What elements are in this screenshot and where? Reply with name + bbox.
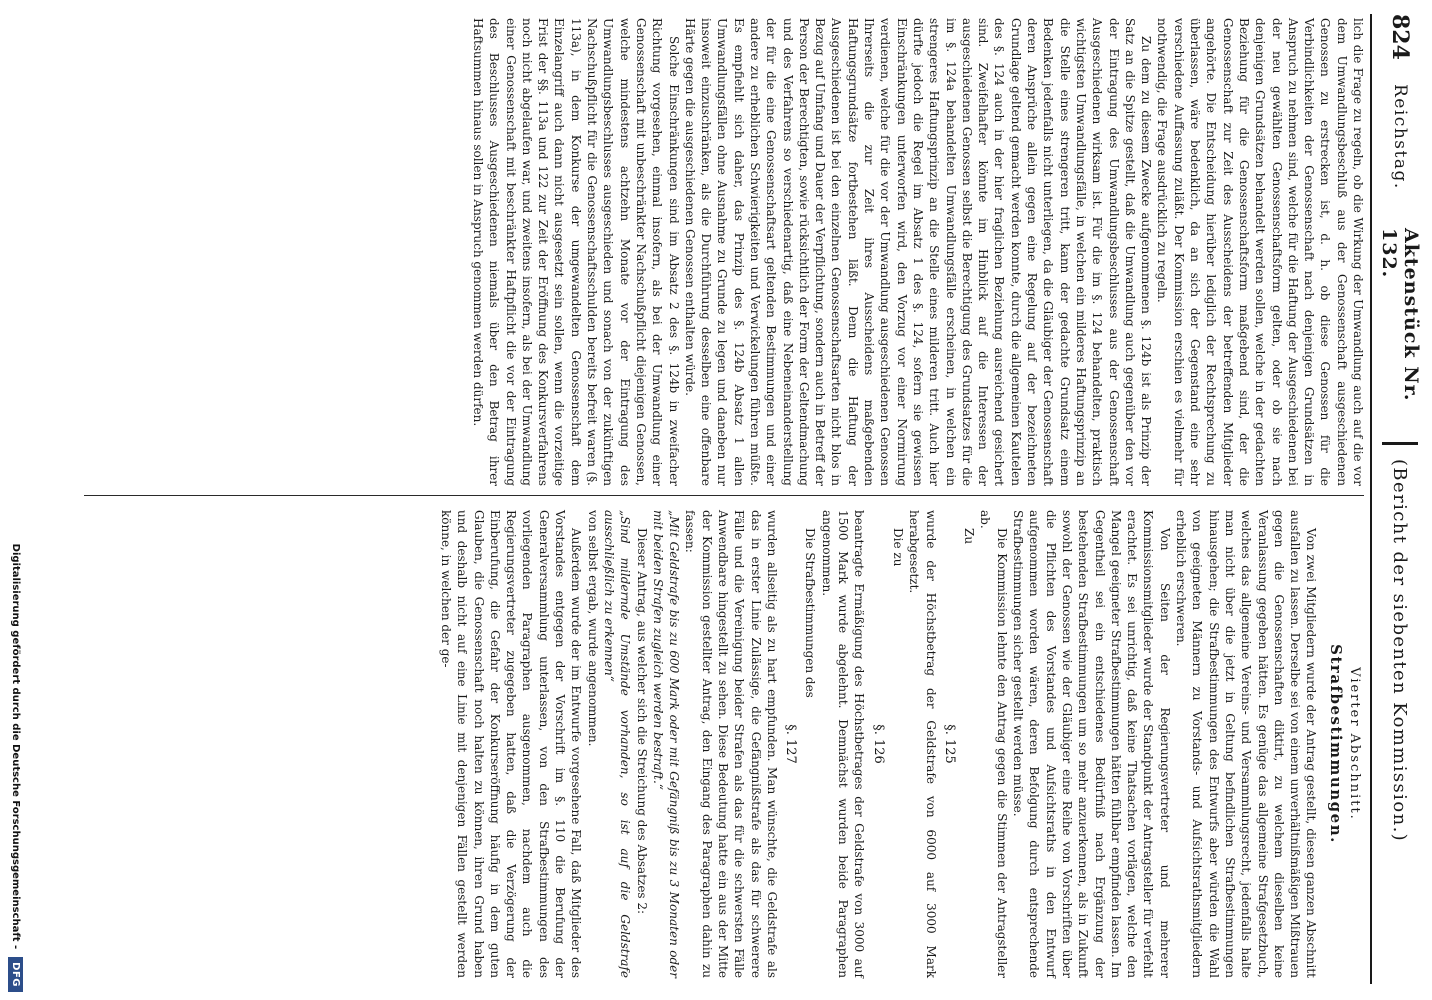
right-paragraph: Die Kommission lehnte den Antrag gegen die Stimmen der Antragsteller ab. <box>978 510 1009 978</box>
digitization-note: Digitalisierung gefördert durch die Deutsche Forschungsgemeinschaft - <box>10 543 22 950</box>
section-title: Strafbestimmungen. <box>1326 644 1345 844</box>
right-paragraph: Dieser Antrag, aus welcher sich die Streichung des Absatzes 2: <box>634 528 649 915</box>
right-column <box>438 510 1366 978</box>
header-divider <box>1382 442 1418 445</box>
column-divider <box>84 495 1364 496</box>
section-label: Vierter Abschnitt. <box>1347 667 1362 821</box>
header-rule <box>1370 14 1372 984</box>
right-paragraph: Außerdem wurde der im Entwurfe vorgesehene Fall, daß Mitglieder des Vorstandes entgegen der Vorschrift im §. 110 die Berufung der Generalversammlung unterlassen, von den Strafbestimmungen des vorliegenden Paragraphen ausgenommen, nachdem auch die Regierungsvertreter zugegeben hatten, daß die Verzögerung der Einberufung, die Gefahr der Konkurseröffnung häufig in dem guten Glauben, die Genossenschaft noch halten zu können, ihren Grund haben und deshalb nicht auf eine Linie mit denjenigen Fällen gestellt werden könne, in welchen der ge- <box>438 510 584 978</box>
paragraph-heading-127: §. 127 <box>783 724 799 764</box>
right-paragraph: beantragte Ermäßigung des Höchstbetrages der Geldstrafe von 3000 auf 1500 Mark wurde abgelehnt. Demnächst wurden beide Paragraphen angenommen. <box>819 510 867 978</box>
dfg-logo: DFG <box>9 957 24 992</box>
header-issue: Aktenstück Nr. 132. <box>1378 228 1422 402</box>
digitization-credit <box>5 12 27 992</box>
paragraph-heading-125: §. 125 <box>941 724 957 764</box>
right-paragraph: Von Seiten der Regierungsvertreter und mehrerer Kommissionsmitglieder wurde der Standpunkt der Antragsteller für verfehlt erachtet. Es sei unrichtig, daß keine Thatsachen vorlägen, welche den Mangel geeigneter Strafbestimmungen hätten fühlbar empfinden lassen. Im Gegentheil sei ein entschiedenes Bedürfniß nach Ergänzung der bestehenden Strafbestimmungen um so mehr anzuerkennen, als in Zukunft sowohl der Genossen wie der Gläubiger eine Reihe von Vorschriften über die Pflichten des Vorstandes und Aufsichtsraths in den Entwurf aufgenommen worden wären, deren Befolgung durch entsprechende Strafbestimmungen sicher gestellt werden müsse. <box>1011 510 1172 978</box>
left-paragraph: Solche Einschränkungen sind im Absatz 2 des §. 124b in zweifacher Richtung vorgesehen, einmal insofern, als bei der Umwandlung einer Genossenschaft mit unbeschränkter Nachschußpflicht diejenigen Genossen, welche mindestens achtzehn Monate vor der Eintragung des Umwandlungsbeschlusses ausgeschieden und sonach von der zukünftigen Nachschußpflicht für die Genossenschaftsschulden bereits befreit waren (§. 113a), in dem Konkurse der umgewandelten Genossenschaft dem Einzelangriff auch dann nicht ausgesetzt sein sollen, wenn die vorzeitige Frist der §§. 113a und 122 zur Zeit der Eröffnung des Konkursverfahrens noch nicht abgelaufen war, und zweitens insofern, als bei der Umwandlung einer Genossenschaft mit beschränkter Haftpflicht die vor der Eintragung des Beschlusses Ausgeschiedenen niemals über den Betrag ihrer Haftsummen hinaus sollen in Anspruch genommen werden dürfen. <box>470 18 681 486</box>
header-title: Reichstag. <box>1390 84 1410 190</box>
right-paragraph: Von zwei Mitgliedern wurde der Antrag gestellt, diesen ganzen Abschnitt ausfallen zu lassen. Derselbe sei von einem unverhältnißmäßigen Mißtrauen gegen die Genossenschaften diktirt, zu welchem dieselben keine Veranlassung gegeben hätten. Es genüge das allgemeine Strafgesetzbuch, welches das allgemeine Vereins- und Versammlungsrecht, jedenfalls halte man nicht über die jetzt in Geltung befindlichen Strafbestimmungen hinausgehen; die Strafbestimmungen des Entwurfs aber würden die Wahl von geeigneten Männern zu Vorstands- und Aufsichtsrathsmitgliedern erheblich erschweren. <box>1174 510 1319 978</box>
right-paragraph: wurden allseitig als zu hart empfunden. Man wünschte, die Geldstrafe als das in erster Linie Zulässige, die Gefängnißstrafe als das für schwerere Fälle und die Vereinigung beider Strafen als das für die schwersten Fälle Anwendbare hingestellt zu sehen. Diese Bedeutung hatte ein aus der Mitte der Kommission gestellter Antrag, den Eingang des Paragraphen dahin zu fassen: <box>683 510 779 978</box>
left-paragraph: Zu dem zu diesem Zwecke aufgenommenen §. 124b ist als Prinzip der Satz an die Spitze gestellt, daß die Umwandlung auch gegenüber den vor der Eintragung des Umwandlungsbeschlusses aus der Genossenschaft Ausgeschiedenen wirksam ist. Für die im §. 124 behandelten, praktisch wichtigsten Umwandlungsfälle, in welchen ein milderes Haftungsprinzip an die Stelle eines strengeren tritt, kann der gedachte Grundsatz einem Bedenken jedenfalls nicht unterliegen, da die Gläubiger der Genossenschaft deren Ansprüche allein gegen eine Regelung auf der bezeichneten Grundlage geltend gemacht werden konnte, durch die allgemeinen Kautelen des §. 124 auch in der hier fraglichen Beziehung ausreichend gesichert sind. Zweifelhafter könnte im Hinblick auf die Interessen der ausgeschiedenen Genossen selbst die Berechtigung des Grundsatzes für die im §. 124a behandelten Umwandlungsfälle erscheinen, in welchen ein strengeres Haftungsprinzip an die Stelle eines milderen tritt. Auch hier dürfte jedoch die Regel im Absatz 1 des §. 124, sofern sie gewissen Einschränkungen unterworfen wird, den Vorzug vor einer Normirung verdienen, welche für die vor der Umwandlung ausgeschiedenen Genossen Ihrerseits die zur Zeit ihres Ausscheidens maßgebenden Haftungsgrundsätze fortbestehen läßt. Denn die Haftung der Ausgeschiedenen ist bei den einzelnen Genossenschaftsarten nicht blos in Bezug auf Umfang und Dauer der Verpflichtung, sondern auch in Betreff der Person der Berechtigten, sowie rücksichtlich der Form der Geltendmachung und des Verfahrens so verschiedenartig, daß eine Nebeneinanderstellung der für die eine Genossenschaftsart geltenden Bestimmungen und einer andere zu erheblichen Schwierigkeiten und Verwickelungen führen müßte. Es empfiehlt sich daher, das Prinzip des §. 124b Absatz 1 allen Umwandlungsfällen ohne Ausnahme zu Grunde zu legen und daneben nur insoweit einzuschränken, als die Durchführung desselben eine offenbare Härte gegen die ausgeschiedenen Genossen enthalten würde. <box>682 18 1154 486</box>
right-paragraph: von selbst ergab, wurde angenommen. <box>585 510 600 747</box>
left-column <box>470 18 1366 486</box>
quoted-text: „Sind mildernde Umstände vorhanden, so ist auf die Geldstrafe ausschließlich zu erkennen“ <box>601 510 633 978</box>
right-paragraph: wurde der Höchstbetrag der Geldstrafe von 6000 auf 3000 Mark herabgesetzt. <box>907 510 938 978</box>
quoted-text: „Mit Geldstrafe bis zu 600 Mark oder mit Gefängniß bis zu 3 Monaten oder mit beiden Strafen zugleich werden bestraft.“ <box>650 510 682 978</box>
header-subtitle: (Bericht der siebenten Kommission.) <box>1389 459 1411 843</box>
page-number: 824 <box>1387 14 1413 60</box>
paragraph-ref-prefix: Die zu <box>890 528 905 567</box>
left-paragraph: lich die Frage zu regeln, ob die Wirkung der Umwandlung auch auf die vor dem Umwandlungsbeschluß aus der Genossenschaft ausgeschiedenen Genossen zu erstrecken ist, d. h. ob diese Genossen für die Verbindlichkeiten der Genossenschaft nach denjenigen Grundsätzen in Anspruch zu nehmen sind, welche für die Haftung der Ausgeschiedenen bei der neu gewählten Genossenschaftsform gelten, oder ob sie nach denjenigen Grundsätzen behandelt werden sollen, welche in der gedachten Beziehung für die Genossenschaftsform maßgebend sind, der die Genossenschaft zur Zeit des Ausscheidens der betreffenden Mitglieder angehörte. Die Entscheidung hierüber lediglich der Rechtsprechung zu überlassen, wäre bedenklich, da an sich der Gegenstand eine sehr verschiedene Auffassung zuläßt. Der Kommission erschien es vielmehr für nothwendig, die Frage ausdrücklich zu regeln. <box>1155 18 1365 486</box>
paragraph-heading-126: §. 126 <box>870 724 886 764</box>
paragraph-ref-prefix: Zu <box>962 528 977 545</box>
paragraph-ref-prefix: Die Strafbestimmungen des <box>803 528 818 698</box>
page-header <box>1372 14 1428 984</box>
